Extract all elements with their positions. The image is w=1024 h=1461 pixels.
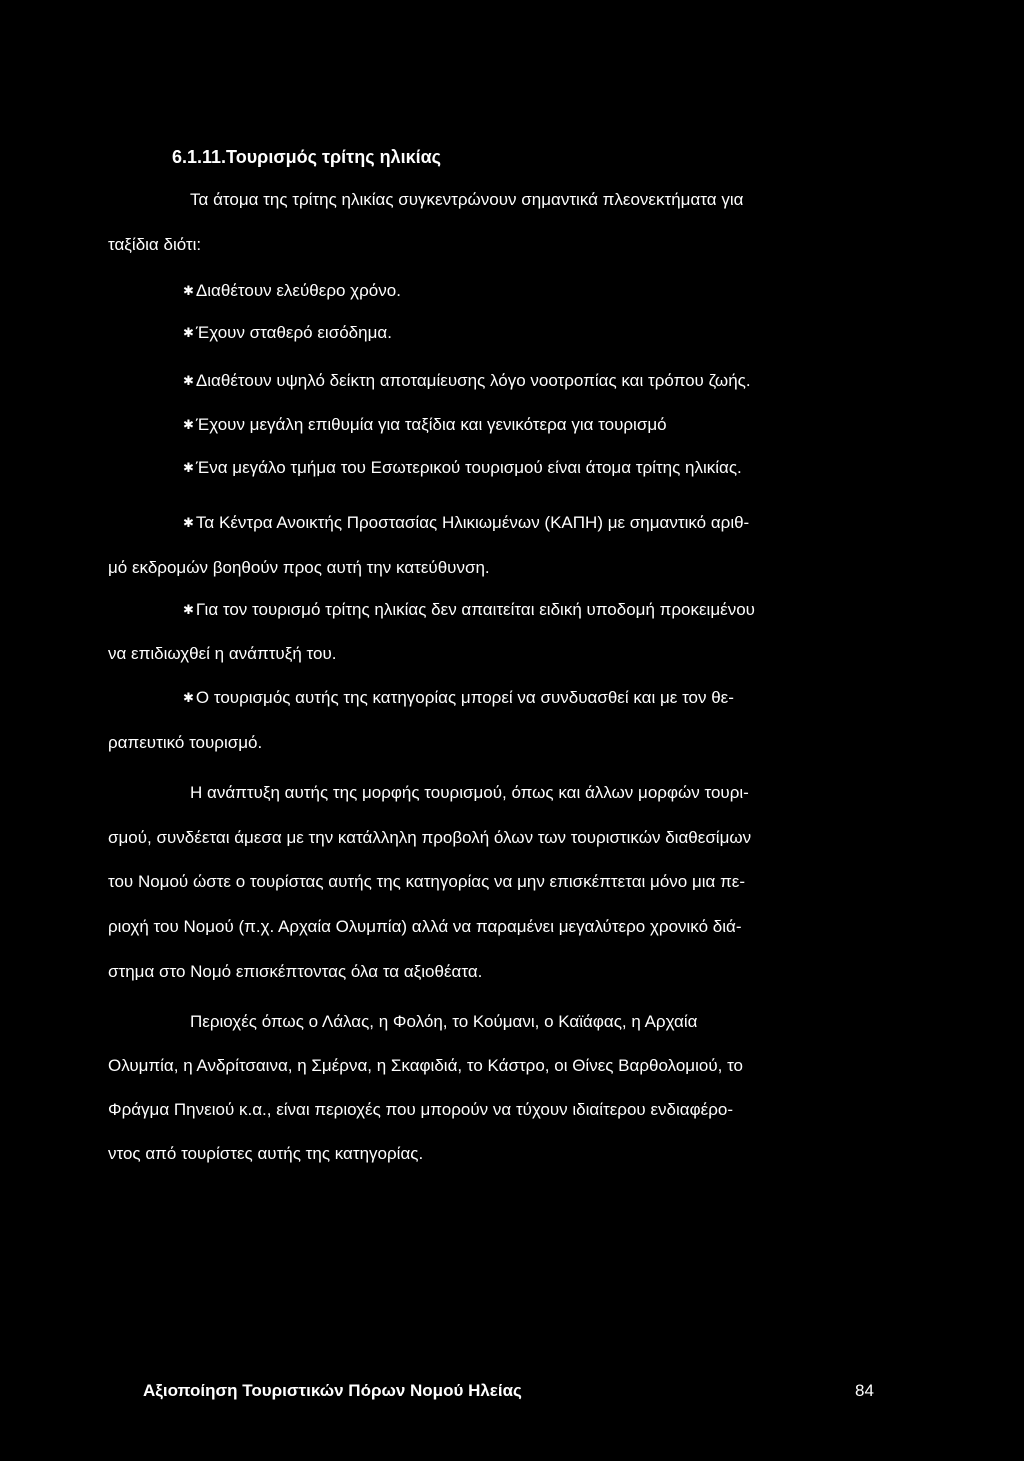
bullet-item [183, 322, 392, 345]
asterisk-icon: ✱ [183, 325, 194, 340]
bullet-text: Ο τουρισμός αυτής της κατηγορίας μπορεί να συνδυασθεί και με τον θε- [195, 688, 734, 707]
bullet-continuation: ραπευτικό τουρισμό. [108, 733, 263, 752]
asterisk-icon: ✱ [183, 283, 194, 298]
bullet-text: Έχουν μεγάλη επιθυμία για ταξίδια και γενικότερα για τουρισμό [195, 415, 667, 434]
bullet-item [183, 370, 751, 393]
bullet-text: Τα Κέντρα Ανοικτής Προστασίας Ηλικιωμένων (ΚΑΠΗ) με σημαντικό αριθ- [195, 513, 750, 532]
asterisk-icon: ✱ [183, 602, 194, 617]
bullet-text: Ένα μεγάλο τμήμα του Εσωτερικού τουρισμού είναι άτομα τρίτης ηλικίας. [195, 458, 742, 477]
bullet-text: Διαθέτουν ελεύθερο χρόνο. [195, 281, 401, 300]
asterisk-icon: ✱ [183, 373, 194, 388]
bullet-text: Έχουν σταθερό εισόδημα. [195, 323, 392, 342]
bullet-item [183, 687, 734, 710]
page-number: 84 [855, 1381, 874, 1400]
intro-line-2: ταξίδια διότι: [108, 235, 202, 254]
asterisk-icon: ✱ [183, 515, 194, 530]
bullet-item [183, 457, 742, 480]
bullet-continuation: να επιδιωχθεί η ανάπτυξή του. [108, 644, 337, 663]
paragraph-2-line: ντος από τουρίστες αυτής της κατηγορίας. [108, 1144, 424, 1163]
paragraph-1-line: του Νομού ώστε ο τουρίστας αυτής της κατηγορίας να μην επισκέπτεται μόνο μια πε- [108, 872, 746, 891]
bullet-item [183, 512, 749, 535]
paragraph-1-line: Η ανάπτυξη αυτής της μορφής τουρισμού, όπως και άλλων μορφών τουρι- [190, 783, 749, 802]
footer-title: Αξιοποίηση Τουριστικών Πόρων Νομού Ηλείας [143, 1381, 522, 1400]
bullet-item [183, 599, 755, 622]
asterisk-icon: ✱ [183, 690, 194, 705]
bullet-item [183, 414, 667, 437]
paragraph-1-line: σμού, συνδέεται άμεσα με την κατάλληλη προβολή όλων των τουριστικών διαθεσίμων [108, 828, 752, 847]
paragraph-2-line: Περιοχές όπως ο Λάλας, η Φολόη, το Κούμανι, ο Καϊάφας, η Αρχαία [190, 1012, 698, 1031]
bullet-text: Διαθέτουν υψηλό δείκτη αποταμίευσης λόγο νοοτροπίας και τρόπου ζωής. [195, 371, 751, 390]
paragraph-2-line: Φράγμα Πηνειού κ.α., είναι περιοχές που μπορούν να τύχουν ιδιαίτερου ενδιαφέρο- [108, 1100, 733, 1119]
bullet-continuation: μό εκδρομών βοηθούν προς αυτή την κατεύθυνση. [108, 558, 490, 577]
intro-line-1: Τα άτομα της τρίτης ηλικίας συγκεντρώνουν σημαντικά πλεονεκτήματα για [190, 190, 744, 209]
paragraph-1-line: ριοχή του Νομού (π.χ. Αρχαία Ολυμπία) αλλά να παραμένει μεγαλύτερο χρονικό διά- [108, 917, 742, 936]
section-heading: 6.1.11.Τουρισμός τρίτης ηλικίας [172, 147, 442, 167]
asterisk-icon: ✱ [183, 460, 194, 475]
paragraph-1-line: στημα στο Νομό επισκέπτοντας όλα τα αξιοθέατα. [108, 962, 483, 981]
paragraph-2-line: Ολυμπία, η Ανδρίτσαινα, η Σμέρνα, η Σκαφιδιά, το Κάστρο, οι Θίνες Βαρθολομιού, το [108, 1056, 744, 1075]
bullet-text: Για τον τουρισμό τρίτης ηλικίας δεν απαιτείται ειδική υποδομή προκειμένου [195, 600, 755, 619]
bullet-item [183, 280, 401, 303]
asterisk-icon: ✱ [183, 417, 194, 432]
